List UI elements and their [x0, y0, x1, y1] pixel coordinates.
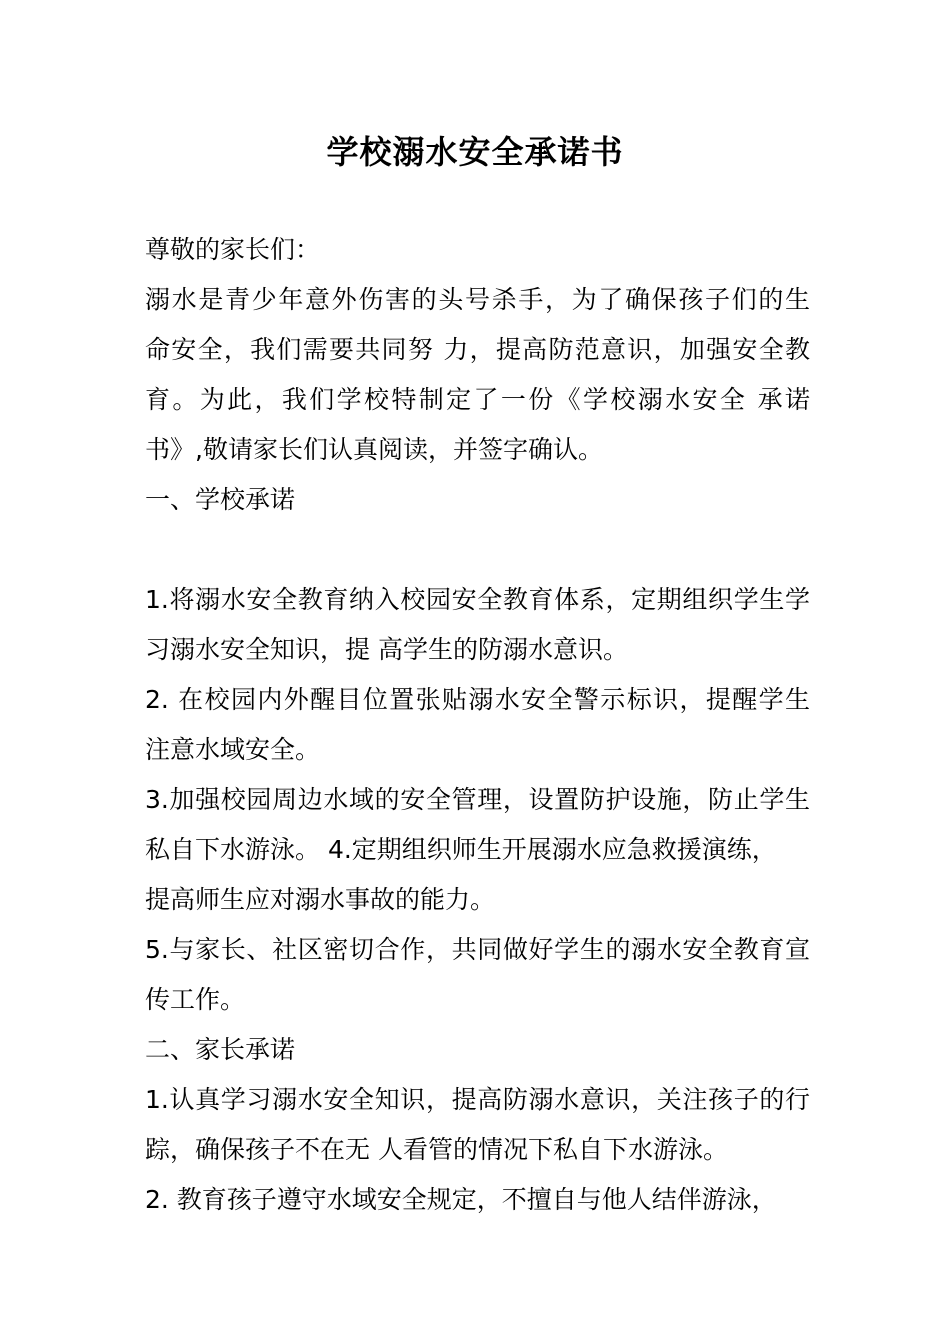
school-commitment-line: 私自下水游泳。 4.定期组织师生开展溺水应急救援演练，	[145, 835, 777, 864]
parent-commitment-line: 踪，确保孩子不在无 人看管的情况下私自下水游泳。	[145, 1135, 728, 1164]
document-title: 学校溺水安全承诺书	[326, 133, 624, 171]
intro-line: 育。为此，我们学校特制定了一份《学校溺水安全 承诺	[145, 385, 810, 414]
school-commitment-line: 2. 在校园内外醒目位置张贴溺水安全警示标识，提醒学生	[145, 685, 810, 714]
school-commitment-line: 提高师生应对溺水事故的能力。	[145, 885, 496, 914]
section-heading-parent: 二、家长承诺	[145, 1035, 296, 1064]
school-commitment-line: 5.与家长、社区密切合作，共同做好学生的溺水安全教育宣	[145, 935, 810, 964]
school-commitment-line: 习溺水安全知识，提 高学生的防溺水意识。	[145, 635, 628, 664]
school-commitment-line: 3.加强校园周边水域的安全管理，设置防护设施，防止学生	[145, 785, 810, 814]
parent-commitment-line: 1.认真学习溺水安全知识，提高防溺水意识，关注孩子的行	[145, 1085, 810, 1114]
document-body	[145, 225, 810, 1225]
intro-line: 溺水是青少年意外伤害的头号杀手，为了确保孩子们的生	[145, 285, 810, 314]
parent-commitment-line: 2. 教育孩子遵守水域安全规定，不擅自与他人结伴游泳，	[145, 1185, 777, 1214]
school-commitment-line: 1.将溺水安全教育纳入校园安全教育体系，定期组织学生学	[145, 585, 810, 614]
school-commitment-line: 注意水域安全。	[145, 735, 321, 764]
blank-line	[145, 525, 810, 575]
school-commitment-line: 传工作。	[145, 985, 246, 1014]
greeting: 尊敬的家长们：	[145, 235, 321, 264]
intro-line: 书》,敬请家长们认真阅读，并签字确认。	[145, 435, 603, 464]
section-heading-school: 一、学校承诺	[145, 485, 296, 514]
intro-line: 命安全，我们需要共同努 力，提高防范意识，加强安全教	[145, 335, 810, 364]
